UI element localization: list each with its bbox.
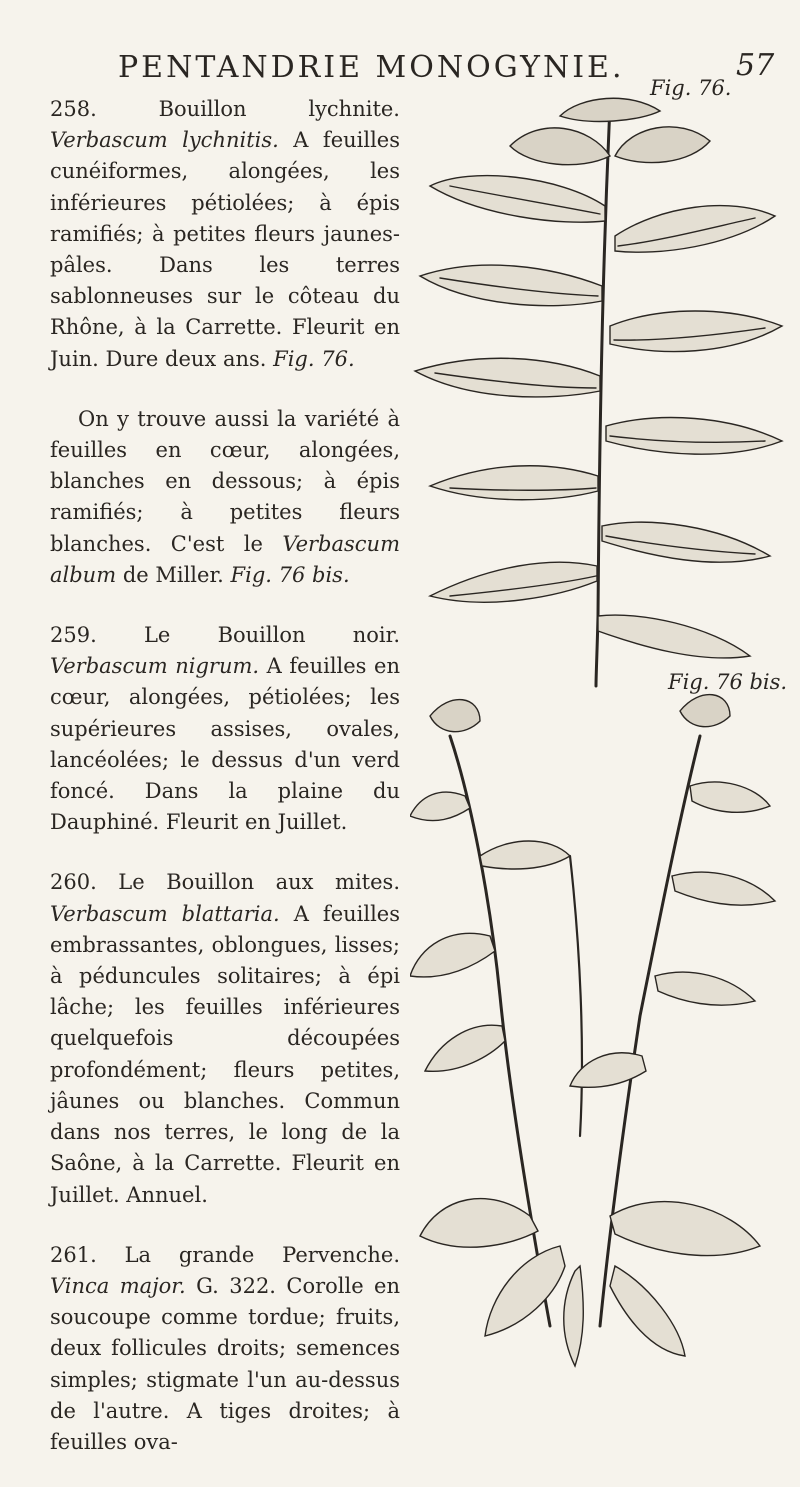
entry-number: 259. (50, 623, 97, 648)
entry-text-after: de Miller. (122, 562, 224, 587)
figure-label-76-bis: Fig. 76 bis. (668, 670, 788, 694)
header-title: PENTANDRIE MONOGYNIE. (118, 50, 625, 85)
botanical-plate (410, 96, 790, 1406)
entry-number: 260. (50, 870, 97, 895)
page-number: 57 (736, 48, 775, 83)
entry-260 (50, 867, 400, 1210)
entry-259 (50, 620, 400, 838)
entry-258 (50, 94, 400, 375)
entry-latin: Verbascum blattaria. (50, 901, 280, 926)
entry-latin: Verbascum nigrum. (50, 654, 260, 679)
entry-name: Le Bouillon aux mites. (118, 870, 400, 895)
entry-latin: Vinca major. (50, 1273, 186, 1298)
entry-text: G. 322. Corolle en soucoupe comme tordue; fruits, deux follicules droits; semences simples; stigmate l'un au-dessus de l'autre. A tiges droites; à feuilles ova- (50, 1273, 400, 1454)
entry-name: Le Bouillon noir. (143, 623, 400, 648)
entry-number: 261. (50, 1242, 97, 1267)
verbascum-lychnitis-illustration (415, 98, 782, 686)
entry-variety (50, 404, 400, 591)
entry-text: A feuilles cunéiformes, alongées, les inférieures pétiolées; à épis ramifiés; à petites fleurs jaunes-pâles. Dans les terres sablonneuses sur le côteau du Rhône, à la Carrette. Fleurit en Juin. Dure deux ans. (50, 128, 400, 371)
entry-fig-ref: Fig. 76 bis. (230, 562, 350, 587)
entry-text: On y trouve aussi la variété à feuilles en cœur, alongées, blanches en dessous; à épis ramifiés; à petites fleurs blanches. C'est le (50, 406, 400, 556)
entry-text: A feuilles embrassantes, oblongues, lisses; à péduncules solitaires; à épi lâche; les feuilles inférieures quelquefois découpées profondément; fleurs petites, jâunes ou blanches. Commun dans nos terres, le long de la Saône, à la Carrette. Fleurit en Juillet. Annuel. (50, 901, 400, 1207)
entry-fig-ref: Fig. 76. (273, 346, 355, 371)
entry-number: 258. (50, 97, 97, 121)
entry-text: A feuilles en cœur, alongées, pétiolées; les supérieures assises, ovales, lancéolées; le dessus d'un verd foncé. Dans la plaine du Dauphiné. Fleurit en Juillet. (50, 654, 400, 835)
entry-latin: Verbascum lychnitis. (50, 128, 279, 153)
verbascum-album-illustration (410, 695, 775, 1366)
entry-latin: Verbascum album (50, 531, 400, 587)
entry-261 (50, 1240, 400, 1458)
figure-label-76: Fig. 76. (650, 76, 732, 100)
text-column (50, 94, 400, 1487)
entry-name: Bouillon lychnite. (158, 97, 400, 121)
entry-name: La grande Pervenche. (124, 1242, 400, 1267)
